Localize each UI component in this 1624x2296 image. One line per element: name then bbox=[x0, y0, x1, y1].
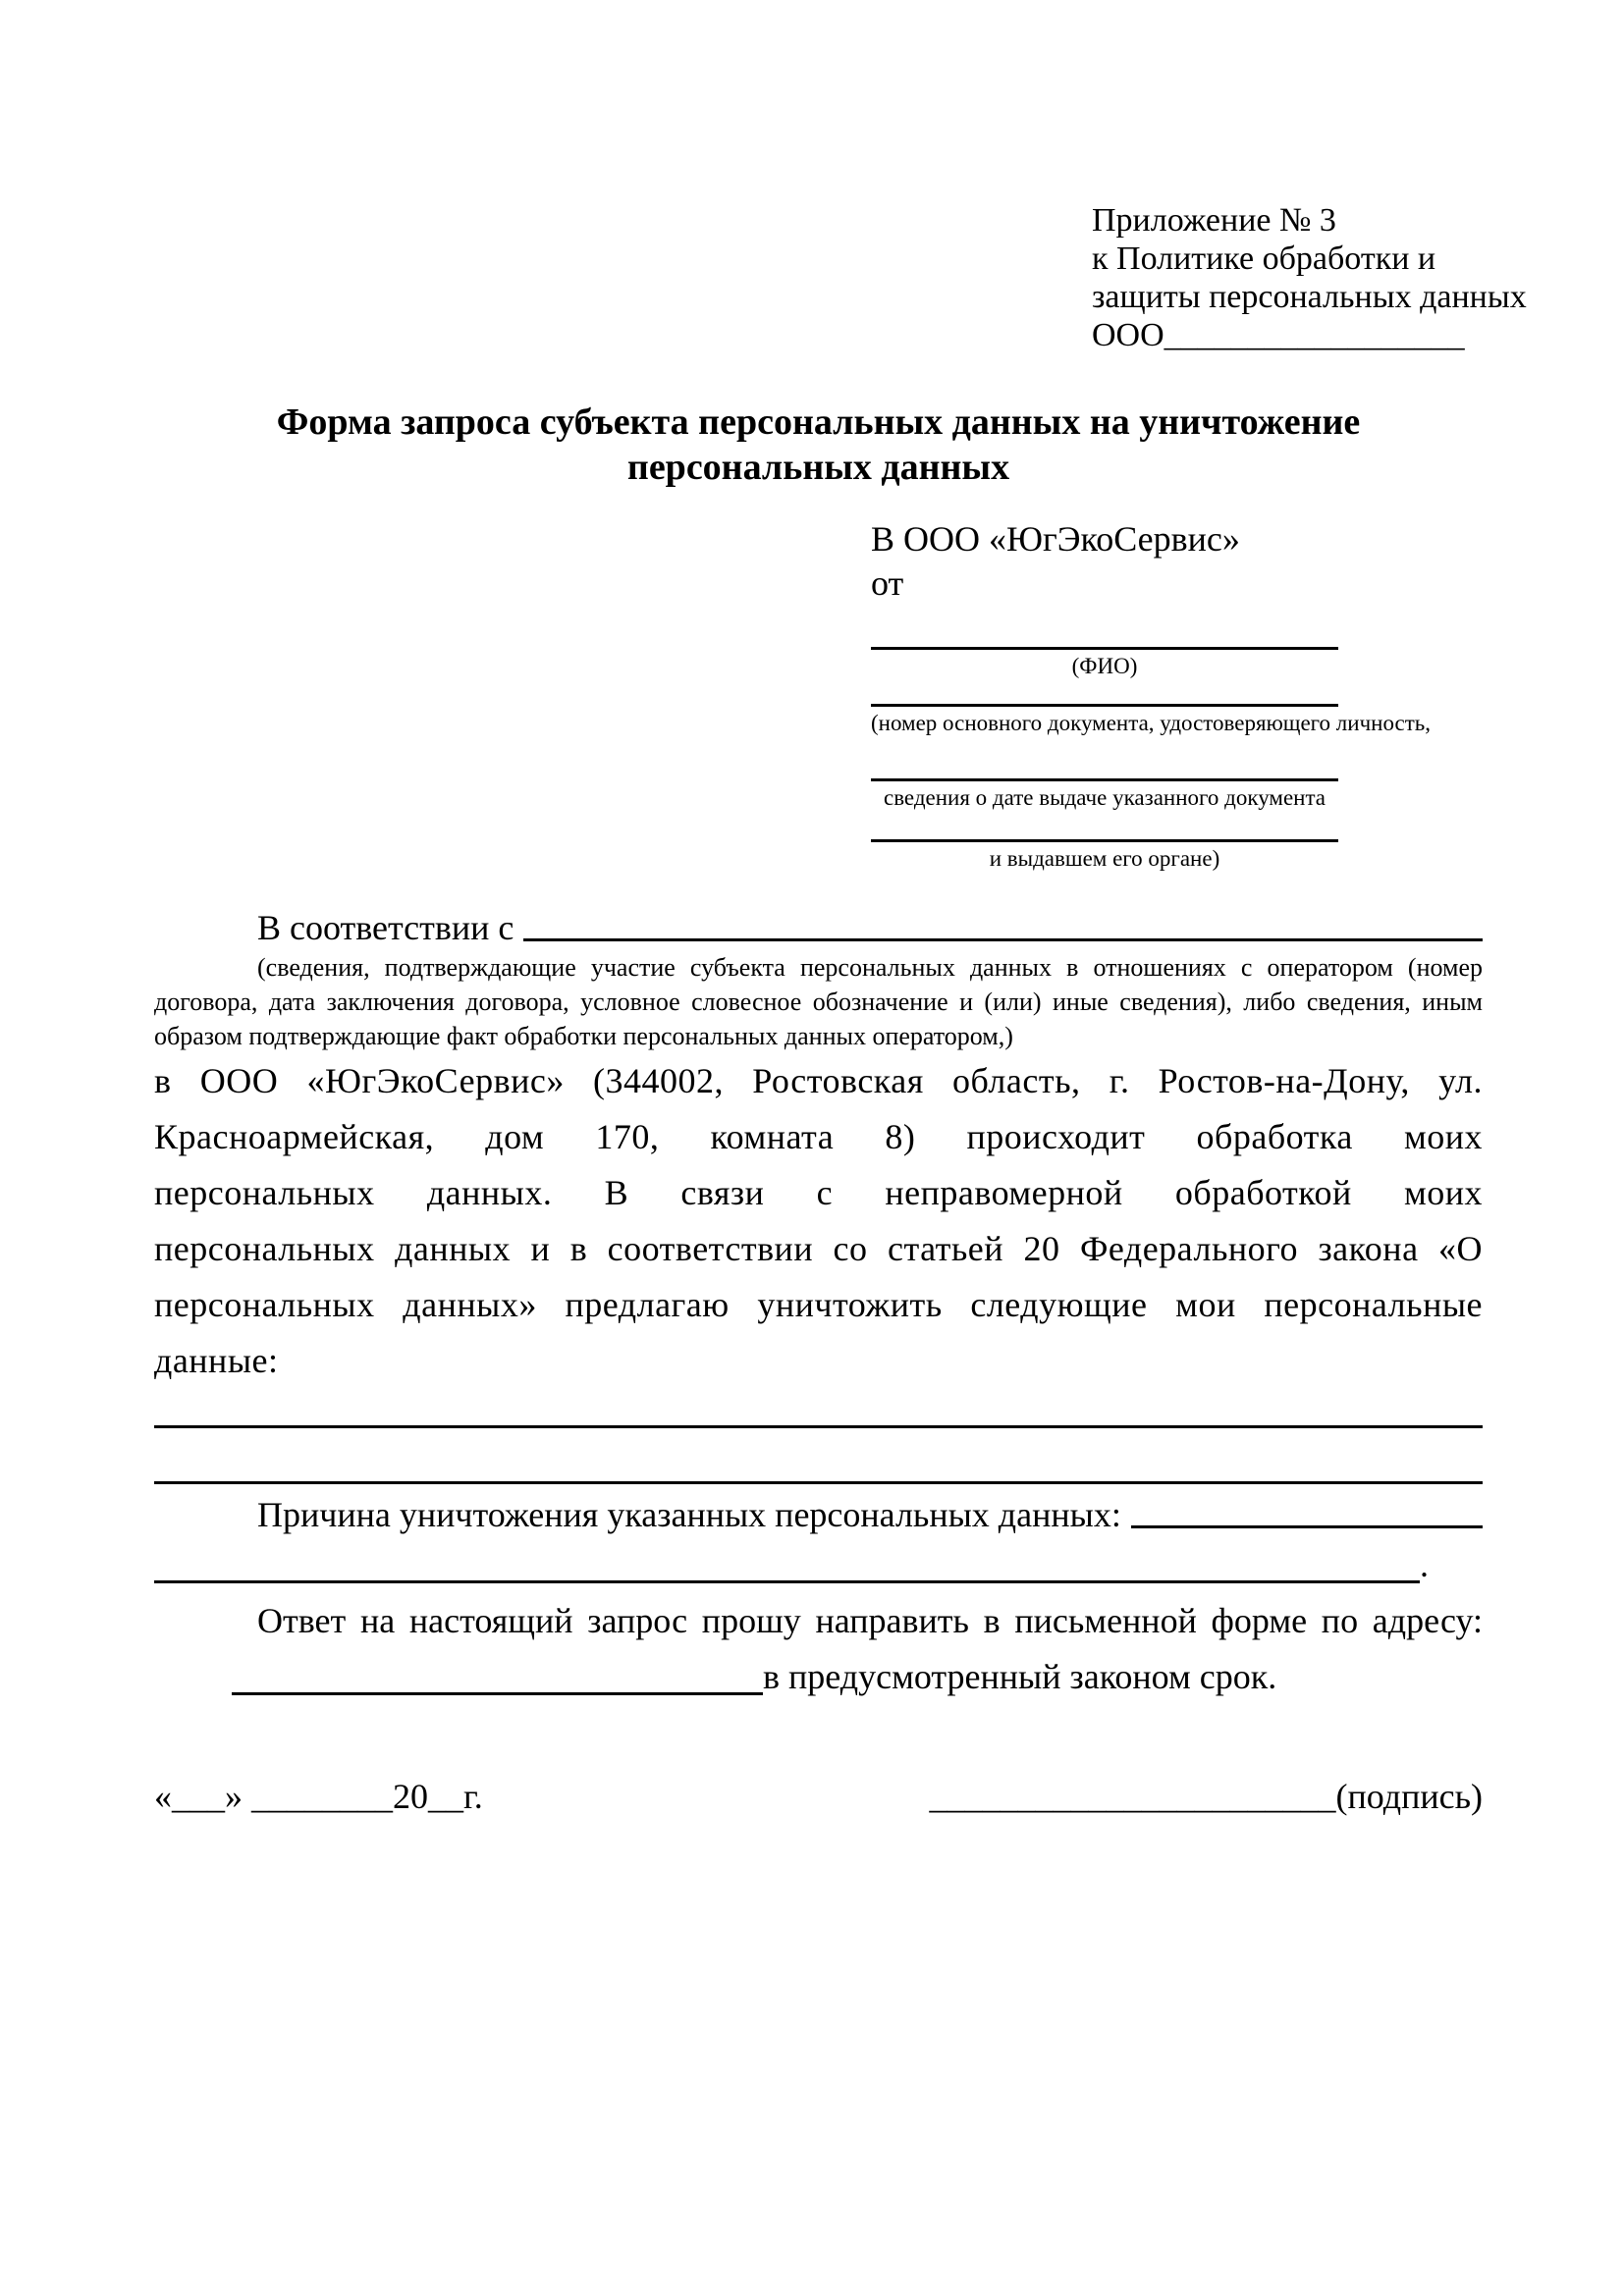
accordance-footnote: (сведения, подтверждающие участие субъекта персональных данных в отношениях с оператором (номер договора, дата заключения договора, условное словесное обозначение и (или) иные сведения), либо сведения, иным образом подтверждающие факт обработки персональных данных оператором,) bbox=[154, 953, 1483, 1050]
issuing-authority-caption: и выдавшем его органе) bbox=[989, 846, 1220, 871]
fio-field bbox=[871, 606, 1338, 679]
body-paragraph: в ООО «ЮгЭкоСервис» (344002, Ростовская область, г. Ростов-на-Дону, ул. Красноармейская, дом 170, комната 8) происходит обработка моих персональных данных. В связи с неправомерной обработкой моих персональных данных и в соответствии со статьей 20 Федерального закона «О персональных данных» предлагаю уничтожить следующие мои персональные данные: bbox=[154, 1061, 1483, 1380]
reply-address-blank-line bbox=[232, 1649, 763, 1695]
accordance-lead: В соответствии с bbox=[257, 908, 514, 947]
document-number-blank-line bbox=[871, 679, 1338, 707]
reason-row bbox=[154, 1492, 1483, 1537]
reply-paragraph: Ответ на настоящий запрос прошу направить в письменной форме по адресу: bbox=[257, 1601, 1483, 1640]
page-title: Форма запроса субъекта персональных данных на уничтожение персональных данных bbox=[276, 401, 1361, 488]
reply-address-row bbox=[154, 1649, 1483, 1705]
appendix-ooo-blank: ООО__________________ bbox=[1092, 317, 1465, 353]
reason-blank-line bbox=[1131, 1492, 1483, 1528]
reason-continuation-row bbox=[154, 1537, 1483, 1593]
issuing-authority-blank-line bbox=[871, 811, 1338, 842]
reason-blank-line-2 bbox=[154, 1537, 1420, 1583]
accordance-blank-line bbox=[523, 905, 1483, 941]
appendix-policy-line-2: защиты персональных данных bbox=[1092, 279, 1527, 315]
reply-tail: в предусмотренный законом срок. bbox=[763, 1657, 1277, 1696]
addressee-organization: В ООО «ЮгЭкоСервис» bbox=[871, 519, 1240, 559]
reason-label: Причина уничтожения указанных персональных данных: bbox=[257, 1495, 1121, 1534]
accordance-row bbox=[154, 905, 1483, 950]
issuing-authority-field bbox=[871, 811, 1338, 872]
appendix-block bbox=[1092, 201, 1527, 354]
document-number-field bbox=[871, 679, 1432, 736]
fio-blank-line bbox=[871, 606, 1338, 650]
personal-data-blank-line-1 bbox=[154, 1389, 1483, 1428]
date-signature-row bbox=[154, 1774, 1483, 1819]
issue-date-field bbox=[871, 736, 1338, 811]
date-blank: «___» ________20__г. bbox=[154, 1777, 483, 1816]
document-number-caption: (номер основного документа, удостоверяющего личность, bbox=[871, 711, 1432, 735]
addressee-block bbox=[871, 517, 1432, 872]
personal-data-blank-line-2 bbox=[154, 1428, 1483, 1484]
fio-caption: (ФИО) bbox=[1071, 654, 1138, 678]
issue-date-blank-line bbox=[871, 736, 1338, 781]
from-label: от bbox=[871, 563, 904, 603]
issue-date-caption: сведения о дате выдаче указанного документа bbox=[883, 785, 1326, 810]
appendix-policy-line: к Политике обработки и bbox=[1092, 240, 1436, 277]
reason-line-terminator: . bbox=[1420, 1545, 1429, 1584]
signature-blank: _______________________(подпись) bbox=[929, 1777, 1483, 1816]
appendix-number: Приложение № 3 bbox=[1092, 202, 1336, 239]
